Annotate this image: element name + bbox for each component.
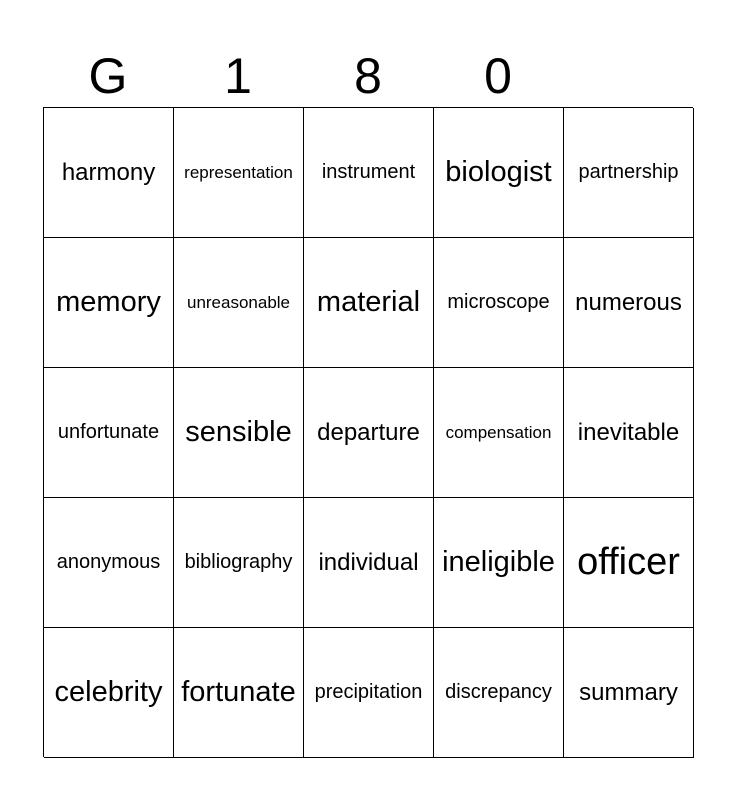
bingo-cell[interactable]: unfortunate [44, 368, 174, 498]
header-letter-4: 0 [484, 48, 512, 104]
bingo-cell[interactable]: officer [564, 498, 694, 628]
bingo-cell[interactable]: discrepancy [434, 628, 564, 758]
bingo-cell[interactable]: inevitable [564, 368, 694, 498]
bingo-cell[interactable]: partnership [564, 108, 694, 238]
bingo-cell[interactable]: unreasonable [174, 238, 304, 368]
bingo-cell[interactable]: instrument [304, 108, 434, 238]
bingo-cell[interactable]: celebrity [44, 628, 174, 758]
bingo-board [43, 107, 693, 757]
bingo-header [43, 45, 693, 107]
bingo-cell[interactable]: precipitation [304, 628, 434, 758]
header-letter-2: 1 [224, 48, 252, 104]
header-letter-3: 8 [354, 48, 382, 104]
bingo-cell[interactable]: biologist [434, 108, 564, 238]
bingo-cell[interactable]: summary [564, 628, 694, 758]
bingo-cell[interactable]: numerous [564, 238, 694, 368]
header-letter-5 [563, 45, 693, 107]
bingo-cell[interactable]: individual [304, 498, 434, 628]
bingo-cell[interactable]: sensible [174, 368, 304, 498]
bingo-cell[interactable]: anonymous [44, 498, 174, 628]
bingo-cell[interactable]: representation [174, 108, 304, 238]
bingo-cell[interactable]: memory [44, 238, 174, 368]
bingo-cell[interactable]: compensation [434, 368, 564, 498]
bingo-cell[interactable]: fortunate [174, 628, 304, 758]
bingo-cell[interactable]: departure [304, 368, 434, 498]
bingo-cell[interactable]: harmony [44, 108, 174, 238]
header-letter-1: G [88, 48, 128, 104]
bingo-cell[interactable]: bibliography [174, 498, 304, 628]
bingo-cell[interactable]: microscope [434, 238, 564, 368]
bingo-cell[interactable]: material [304, 238, 434, 368]
bingo-cell[interactable]: ineligible [434, 498, 564, 628]
